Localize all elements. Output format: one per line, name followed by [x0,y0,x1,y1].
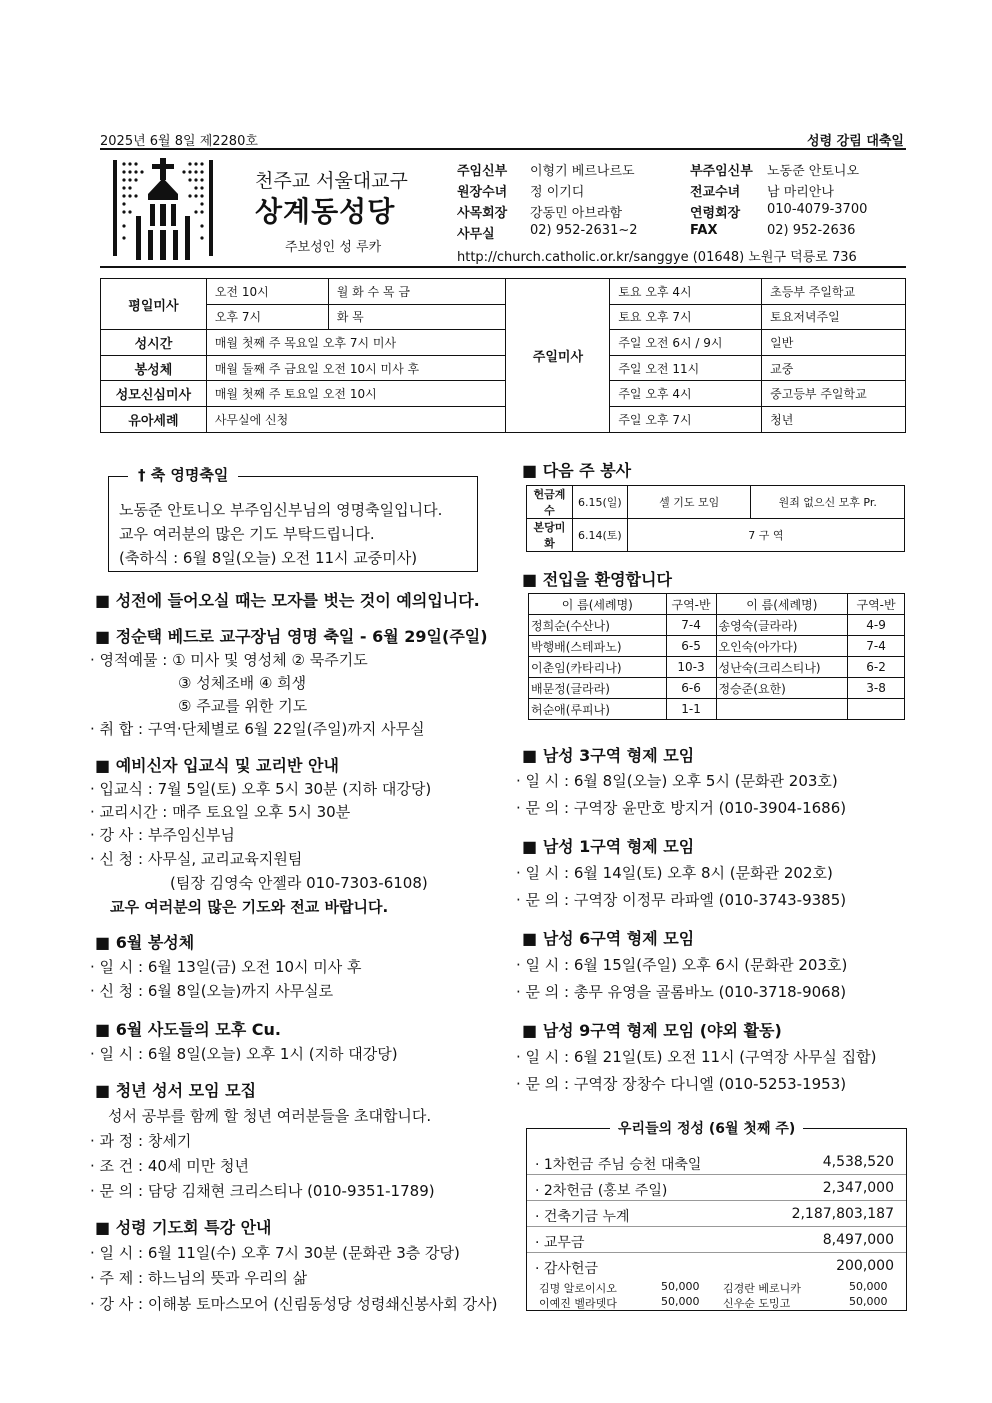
donor-name: 이예진 벨라뎃다 [539,1297,617,1310]
notice-line: 교우 여러분의 많은 기도 부탁드립니다. [119,525,375,543]
issue-number: 2025년 6월 8일 제2280호 [100,134,258,149]
catechumen-title: ■ 예비신자 입교식 및 교리반 안내 [95,756,339,775]
contact-office: 사무실 [457,227,495,242]
meeting-title: ■ 남성 3구역 형제 모임 [522,746,695,765]
service-label: 헌금계수 [527,486,573,519]
header [100,152,906,268]
offering-amount: 200,000 [836,1258,894,1274]
offering-label: · 교무금 [535,1235,585,1251]
contact-pastor-value: 이형기 베르나르도 [530,164,635,179]
offering-row [527,1227,906,1253]
holy-hour-value: 매월 첫째 주 목요일 오후 7시 미사 [206,330,506,356]
col-header: 구역-반 [666,594,716,615]
table-row [529,636,905,657]
offering-row [527,1253,906,1279]
notice-line: (축하식 : 6월 8일(오늘) 오전 11시 교중미사) [119,549,418,567]
sunday-time: 주일 오전 11시 [610,355,762,381]
meeting-line: · 문 의 : 총무 유영을 골롬바노 (010-3718-9068) [516,983,847,1001]
col-header: 구역-반 [848,594,905,615]
service-label: 본당미화 [527,519,573,552]
cell-area: 1-1 [666,699,716,720]
church-logo-icon [108,154,218,264]
bishop-feast-line: · 취 합 : 구역·단체별로 6월 22일(주일)까지 사무실 [90,720,425,738]
contact-superior-value: 정 이기디 [530,185,585,200]
meeting-line: · 문 의 : 구역장 윤만호 방지거 (010-3904-1686) [516,799,847,817]
contact-sister: 전교수녀 [690,185,741,200]
sunday-mass-label: 주일미사 [506,279,610,433]
cell-name: 이춘임(카타리나) [529,657,667,678]
apostles-line: · 일 시 : 6월 8일(오늘) 오후 1시 (지하 대강당) [90,1045,398,1063]
offering-row [527,1149,906,1175]
sunday-group: 일반 [762,330,906,356]
cell-name: 배문정(글라라) [529,678,667,699]
diocese-name: 천주교 서울대교구 [255,170,408,192]
cell-name: 허순애(루피나) [529,699,667,720]
offering-row [527,1175,906,1201]
offering-box [526,1128,907,1311]
feast-notice-box [108,476,478,572]
apostles-title: ■ 6월 사도들의 모후 Cu. [95,1020,281,1039]
weekday-mass-label: 평일미사 [101,279,207,330]
prayer-line: · 강 사 : 이해봉 토마스모어 (신림동성당 성령쇄신봉사회 강사) [90,1295,498,1313]
contact-council-value: 강동민 아브라함 [530,206,623,221]
youth-line: 성서 공부를 함께 할 청년 여러분들을 초대합니다. [108,1107,432,1125]
contact-assistant-value: 노동준 안토니오 [767,164,860,179]
cell-name: 송영숙(글라라) [716,615,848,636]
table-row [529,615,905,636]
table-row [529,678,905,699]
cell-area: 4-9 [848,615,905,636]
cell-name: 오인숙(아가다) [716,636,848,657]
communion-label: 봉성체 [101,355,207,381]
notice-line: 노동준 안토니오 부주임신부님의 영명축일입니다. [119,501,443,519]
table-row [529,657,905,678]
service-group: 셀 기도 모임 [627,486,751,519]
cell-area: 6-5 [666,636,716,657]
offering-row [527,1201,906,1227]
donor-amount: 50,000 [661,1280,700,1293]
bishop-feast-line: ③ 성체조배 ④ 희생 [178,674,307,692]
communion-line: · 신 청 : 6월 8일(오늘)까지 사무실로 [90,982,334,1000]
bishop-feast-title: ■ 정순택 베드로 교구장님 영명 축일 - 6월 29일(주일) [95,627,488,646]
sunday-group: 교중 [762,355,906,381]
cell-name: 정희순(수산나) [529,615,667,636]
newcomers-table [528,593,905,720]
donor-name: 신우순 도밍고 [723,1297,791,1310]
hat-notice: ■ 성전에 들어오실 때는 모자를 벗는 것이 예의입니다. [95,591,480,610]
cell-area: 3-8 [848,678,905,699]
offering-label: · 2차헌금 (홍보 주일) [535,1183,668,1199]
youth-line: · 조 건 : 40세 미만 청년 [90,1157,249,1175]
marian-mass-value: 매월 첫째 주 토요일 오전 10시 [206,381,506,407]
newcomers-title: ■ 전입을 환영합니다 [522,570,672,589]
cell-name [716,699,848,720]
prayer-title: ■ 성령 기도회 특강 안내 [95,1218,272,1237]
meeting-title: ■ 남성 1구역 형제 모임 [522,837,695,856]
prayer-line: · 일 시 : 6월 11일(수) 오후 7시 30분 (문화관 3층 강당) [90,1244,460,1262]
holy-hour-label: 성시간 [101,330,207,356]
sunday-group: 청년 [762,406,906,432]
catechumen-line: · 강 사 : 부주임신부님 [90,826,235,844]
offering-amount: 4,538,520 [822,1154,894,1170]
offering-amount: 8,497,000 [822,1232,894,1248]
youth-line: · 문 의 : 담당 김채현 크리스티나 (010-9351-1789) [90,1182,435,1200]
col-header: 이 름(세례명) [716,594,848,615]
cell-name: 박행배(스테파노) [529,636,667,657]
cell-area: 6-6 [666,678,716,699]
donor-name: 김경란 베로니카 [723,1282,801,1295]
mass-schedule-table [100,278,906,433]
meeting-title: ■ 남성 6구역 형제 모임 [522,929,695,948]
catechumen-line: · 입교식 : 7월 5일(토) 오후 5시 30분 (지하 대강당) [90,780,432,798]
communion-line: · 일 시 : 6월 13일(금) 오전 10시 미사 후 [90,958,362,976]
service-title: ■ 다음 주 봉사 [522,461,632,480]
bishop-feast-line: · 영적예물 : ① 미사 및 영성체 ② 묵주기도 [90,651,368,669]
contact-fax: FAX [690,223,718,238]
infant-baptism-label: 유아세례 [101,406,207,432]
service-group: 원죄 없으신 모후 Pr. [751,486,905,519]
catechumen-line: 교우 여러분의 많은 기도와 전교 바랍니다. [110,898,389,916]
meeting-line: · 일 시 : 6월 8일(오늘) 오후 5시 (문화관 203호) [516,772,838,790]
service-date: 6.15(일) [572,486,627,519]
communion-value: 매월 둘째 주 금요일 오전 10시 미사 후 [206,355,506,381]
donor-name: 김명 알로이시오 [539,1282,617,1295]
contact-pastor: 주임신부 [457,164,508,179]
meeting-line: · 일 시 : 6월 15일(주일) 오후 6시 (문화관 203호) [516,956,848,974]
patron-saint: 주보성인 성 루카 [285,240,382,255]
catechumen-line: · 교리시간 : 매주 토요일 오후 5시 30분 [90,803,351,821]
sunday-time: 토요 오후 7시 [610,304,762,330]
youth-title: ■ 청년 성서 모임 모집 [95,1081,257,1100]
meeting-line: · 문 의 : 구역장 이정무 라파엘 (010-3743-9385) [516,891,847,909]
offering-title: 우리들의 정성 (6월 첫째 주) [610,1118,803,1138]
donor-amount: 50,000 [661,1295,700,1308]
offering-label: · 건축기금 누계 [535,1209,630,1225]
meeting-line: · 일 시 : 6월 21일(토) 오전 11시 (구역장 사무실 집합) [516,1048,877,1066]
prayer-line: · 주 제 : 하느님의 뜻과 우리의 삶 [90,1269,308,1287]
col-header: 이 름(세례명) [529,594,667,615]
meeting-line: · 문 의 : 구역장 장창수 다니엘 (010-5253-1953) [516,1075,847,1093]
cell-name: 정승준(요한) [716,678,848,699]
contact-office-value: 02) 952-2631~2 [530,223,638,238]
contact-superior: 원장수녀 [457,185,508,200]
offering-amount: 2,187,803,187 [791,1206,894,1222]
donor-amount: 50,000 [849,1280,888,1293]
parish-url-address[interactable]: http://church.catholic.or.kr/sanggye (01648) 노원구 덕릉로 736 [457,250,857,265]
table-row [529,699,905,720]
contact-sister-value: 남 마리안나 [767,185,834,200]
contact-funeral: 연령회장 [690,206,741,221]
contact-fax-value: 02) 952-2636 [767,223,856,238]
offering-label: · 감사헌금 [535,1261,598,1277]
catechumen-line: · 신 청 : 사무실, 교리교육지원팀 [90,850,303,868]
service-date: 6.14(토) [572,519,627,552]
contact-council: 사목회장 [457,206,508,221]
cell-area [848,699,905,720]
sunday-group: 중고등부 주일학교 [762,381,906,407]
marian-mass-label: 성모신심미사 [101,381,207,407]
communion-title: ■ 6월 봉성체 [95,933,195,952]
parish-name: 상계동성당 [255,195,396,228]
meeting-title: ■ 남성 9구역 형제 모임 (야외 활동) [522,1021,782,1040]
weekday-days: 월 화 수 목 금 [328,279,506,305]
cell-area: 7-4 [666,615,716,636]
sunday-time: 주일 오후 7시 [610,406,762,432]
sunday-time: 주일 오전 6시 / 9시 [610,330,762,356]
contact-funeral-value: 010-4079-3700 [767,202,868,217]
sunday-time: 토요 오후 4시 [610,279,762,305]
contact-assistant: 부주임신부 [690,164,753,179]
weekday-time: 오후 7시 [206,304,328,330]
cell-area: 6-2 [848,657,905,678]
donor-amount: 50,000 [849,1295,888,1308]
sunday-time: 주일 오후 4시 [610,381,762,407]
offering-amount: 2,347,000 [822,1180,894,1196]
sunday-group: 토요저녁주일 [762,304,906,330]
meeting-line: · 일 시 : 6월 14일(토) 오후 8시 (문화관 202호) [516,864,833,882]
youth-line: · 과 정 : 창세기 [90,1132,192,1150]
bishop-feast-line: ⑤ 주교를 위한 기도 [178,697,308,715]
weekday-days: 화 목 [328,304,506,330]
service-table [526,485,905,552]
top-line [100,130,906,150]
weekday-time: 오전 10시 [206,279,328,305]
catechumen-line: (팀장 김영숙 안젤라 010-7303-6108) [170,874,428,892]
sunday-group: 초등부 주일학교 [762,279,906,305]
infant-baptism-value: 사무실에 신청 [206,406,506,432]
cell-name: 성난숙(크리스티나) [716,657,848,678]
feast-name: 성령 강림 대축일 [807,134,904,149]
notice-title: † 축 영명축일 [128,464,238,485]
cell-area: 10-3 [666,657,716,678]
service-group: 7 구 역 [627,519,904,552]
offering-label: · 1차헌금 주님 승천 대축일 [535,1157,702,1173]
cell-area: 7-4 [848,636,905,657]
